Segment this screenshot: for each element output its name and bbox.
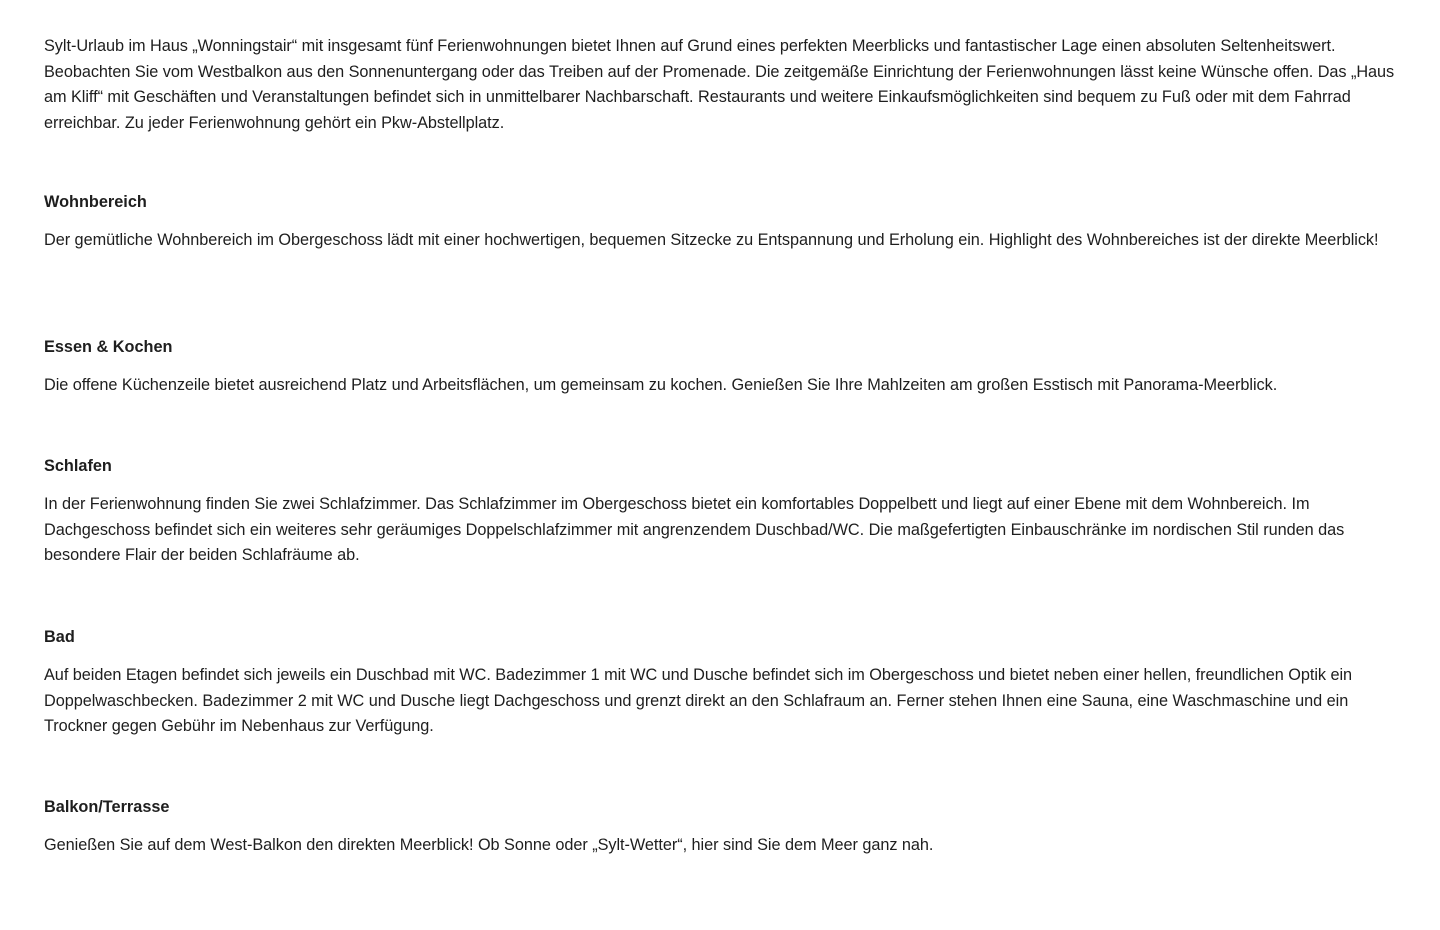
section-balkon-terrasse <box>44 796 1410 859</box>
section-paragraph: Genießen Sie auf dem West-Balkon den direkten Meerblick! Ob Sonne oder „Sylt-Wetter“, hier sind Sie dem Meer ganz nah. <box>44 836 934 854</box>
section-essen-kochen <box>44 336 1410 399</box>
intro-paragraph: Sylt-Urlaub im Haus „Wonningstair“ mit insgesamt fünf Ferienwohnungen bietet Ihnen auf Grund eines perfekten Meerblicks und fantastischer Lage einen absoluten Seltenheitswert. Beobachten Sie vom Westbalkon aus den Sonnenuntergang oder das Treiben auf der Promenade. Die zeitgemäße Einrichtung der Ferienwohnungen lässt keine Wünsche offen. Das „Haus am Kliff“ mit Geschäften und Veranstaltungen befindet sich in unmittelbarer Nachbarschaft. Restaurants und weitere Einkaufsmöglichkeiten sind bequem zu Fuß oder mit dem Fahrrad erreichbar. Zu jeder Ferienwohnung gehört ein Pkw-Abstellplatz. <box>44 37 1395 132</box>
intro-section <box>44 34 1410 136</box>
section-schlafen <box>44 455 1410 569</box>
section-paragraph: Der gemütliche Wohnbereich im Obergeschoss lädt mit einer hochwertigen, bequemen Sitzecke zu Entspannung und Erholung ein. Highlight des Wohnbereiches ist der direkte Meerblick! <box>44 231 1379 249</box>
section-heading: Wohnbereich <box>44 193 147 211</box>
section-bad <box>44 626 1410 740</box>
section-heading: Bad <box>44 628 75 646</box>
section-heading: Essen & Kochen <box>44 338 173 356</box>
section-wohnbereich <box>44 191 1410 254</box>
section-paragraph: Die offene Küchenzeile bietet ausreichend Platz und Arbeitsflächen, um gemeinsam zu kochen. Genießen Sie Ihre Mahlzeiten am großen Esstisch mit Panorama-Meerblick. <box>44 376 1278 394</box>
section-heading: Balkon/Terrasse <box>44 798 170 816</box>
section-paragraph: In der Ferienwohnung finden Sie zwei Schlafzimmer. Das Schlafzimmer im Obergeschoss bietet ein komfortables Doppelbett und liegt auf einer Ebene mit dem Wohnbereich. Im Dachgeschoss befindet sich ein weiteres sehr geräumiges Doppelschlafzimmer mit angrenzendem Duschbad/WC. Die maßgefertigten Einbauschränke im nordischen Stil runden das besondere Flair der beiden Schlafräume ab. <box>44 495 1345 564</box>
section-paragraph: Auf beiden Etagen befindet sich jeweils ein Duschbad mit WC. Badezimmer 1 mit WC und Dusche befindet sich im Obergeschoss und bietet neben einer hellen, freundlichen Optik ein Doppelwaschbecken. Badezimmer 2 mit WC und Dusche liegt Dachgeschoss und grenzt direkt an den Schlafraum an. Ferner stehen Ihnen eine Sauna, eine Waschmaschine und ein Trockner gegen Gebühr im Nebenhaus zur Verfügung. <box>44 666 1353 735</box>
section-heading: Schlafen <box>44 457 112 475</box>
